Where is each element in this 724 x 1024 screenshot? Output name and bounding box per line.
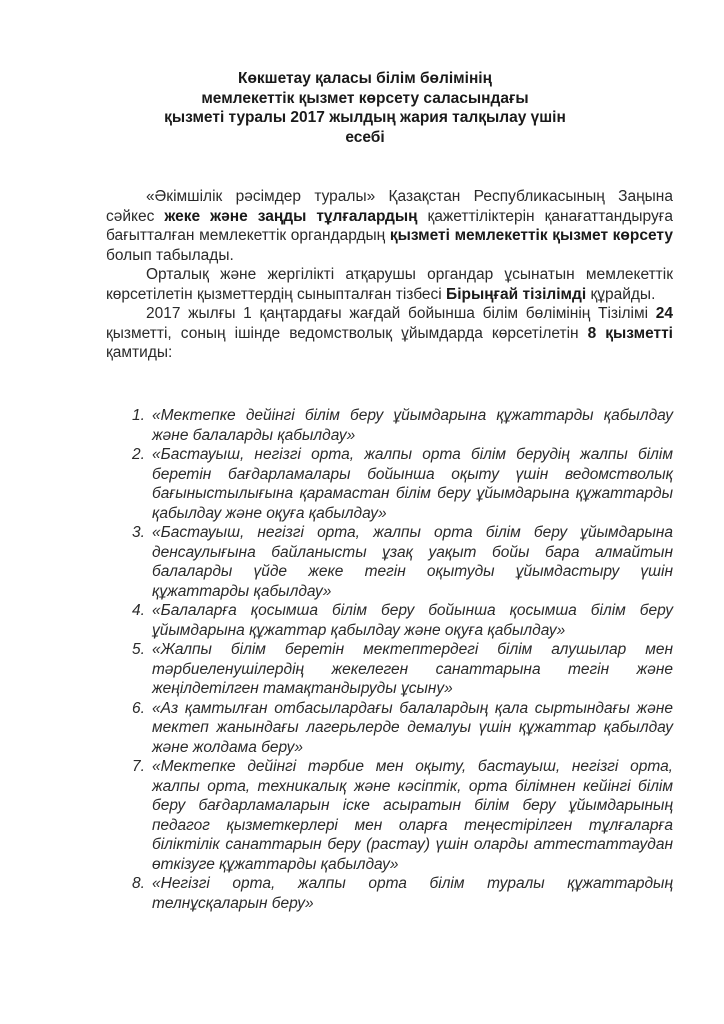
list-item-number: 2. xyxy=(132,446,145,463)
list-item xyxy=(106,601,673,640)
list-item xyxy=(106,406,673,445)
list-item-number: 6. xyxy=(132,699,145,717)
list-item-text: «Негізгі орта, жалпы орта білім туралы құжаттардың телнұсқаларын беру» xyxy=(152,875,673,912)
paragraph-1 xyxy=(106,187,673,265)
paragraph-2-text-1: Орталық және жергілікті атқарушы органдар ұсынатын мемлекеттік көрсетілетін қызметтердің сыныпталған тізбесі xyxy=(106,266,673,303)
list-item-text: «Балаларға қосымша білім беру бойынша қосымша білім беру ұйымдарына құжаттар қабылдау және оқуға қабылдау» xyxy=(152,602,673,639)
title-line-1: Көкшетау қаласы білім бөлімінің xyxy=(238,70,492,87)
paragraph-3-text-1: 2017 жылғы 1 қаңтардағы жағдай бойынша білім бөлімінің Тізілімі xyxy=(146,305,656,322)
list-item-number: 8. xyxy=(132,875,145,892)
list-item xyxy=(106,523,673,601)
list-item-number: 4. xyxy=(132,602,145,619)
list-item-text: «Бастауыш, негізгі орта, жалпы орта білім берудің жалпы білім беретін бағдарламалары бойынша оқыту үшін ведомстволық бағыныстылығына қарамастан білім беру ұйымдарына құжаттарды қабылдау және оқуға қабылдау» xyxy=(152,446,673,522)
title-line-4: есебі xyxy=(345,128,385,146)
list-item xyxy=(106,445,673,523)
paragraph-3-bold-1: 24 xyxy=(655,305,673,322)
list-item-number: 5. xyxy=(132,641,145,658)
paragraph-1-text-2: қажеттіліктерін қанағаттандыруға бағытталған мемлекеттік органдардың xyxy=(106,207,673,244)
paragraph-1-bold-1: жеке және заңды тұлғалардың xyxy=(164,207,418,225)
paragraph-2 xyxy=(106,265,673,304)
list-item xyxy=(106,874,673,913)
paragraph-1-bold-2: қызметі мемлекеттік қызмет көрсету xyxy=(389,227,673,244)
title-line-2: мемлекеттік қызмет көрсету саласындағы xyxy=(201,89,529,107)
services-list xyxy=(106,406,673,913)
paragraph-3-bold-2: 8 қызметті xyxy=(587,324,673,342)
list-item-text: «Мектепке дейінгі білім беру ұйымдарына құжаттарды қабылдау және балаларды қабылдау» xyxy=(152,407,673,444)
list-item xyxy=(106,757,673,874)
list-item-text: «Бастауыш, негізгі орта, жалпы орта білім беру ұйымдарына денсаулығына байланысты ұзақ уақыт бойы бара алмайтын балаларды үйде жеке тегін оқытуды ұйымдастыру үшін құжаттарды қабылдау» xyxy=(152,524,673,600)
document-body xyxy=(106,187,673,363)
paragraph-3-text-2: қызметті, соның ішінде ведомстволық ұйымдарда көрсетілетін xyxy=(106,324,588,342)
list-item xyxy=(106,699,673,758)
paragraph-1-text-3: болып табылады. xyxy=(106,246,234,264)
title-line-3: қызметі туралы 2017 жылдың жария талқылау үшін xyxy=(164,109,566,126)
list-item-text: «Аз қамтылған отбасылардағы балалардың қала сыртындағы және мектеп жанындағы лагерьлерде демалуы үшін құжаттар қабылдау және жолдама беру» xyxy=(152,699,673,756)
paragraph-3 xyxy=(106,304,673,363)
paragraph-3-text-3: қамтиды: xyxy=(106,344,173,361)
list-item-text: «Жалпы білім беретін мектептердегі білім алушылар мен тәрбиеленушілердің жекелеген санаттарына тегін және жеңілдетілген тамақтандыруды ұсыну» xyxy=(152,641,673,697)
list-item-text: «Мектепке дейінгі тәрбие мен оқыту, бастауыш, негізгі орта, жалпы орта, техникалық және кәсіптік, орта білімнен кейінгі білім беру бағдарламаларын іске асыратын білім беру ұйымдарының педагог қызметкерлері мен оларға теңестірілген тұлғаларға біліктілік санаттарын беру (растау) үшін оларды аттестаттаудан өткізуге құжаттарды қабылдау» xyxy=(152,758,673,873)
list-item xyxy=(106,640,673,699)
list-item-number: 1. xyxy=(132,407,145,424)
paragraph-2-text-2: құрайды. xyxy=(586,285,656,303)
document-title xyxy=(100,69,630,147)
list-item-number: 3. xyxy=(132,524,145,541)
paragraph-2-bold-1: Бірыңғай тізілімді xyxy=(446,285,587,303)
paragraph-1-text-1: «Әкімшілік рәсімдер туралы» Қазақстан Республикасының Заңына сәйкес xyxy=(106,188,673,225)
list-item-number: 7. xyxy=(132,758,145,775)
